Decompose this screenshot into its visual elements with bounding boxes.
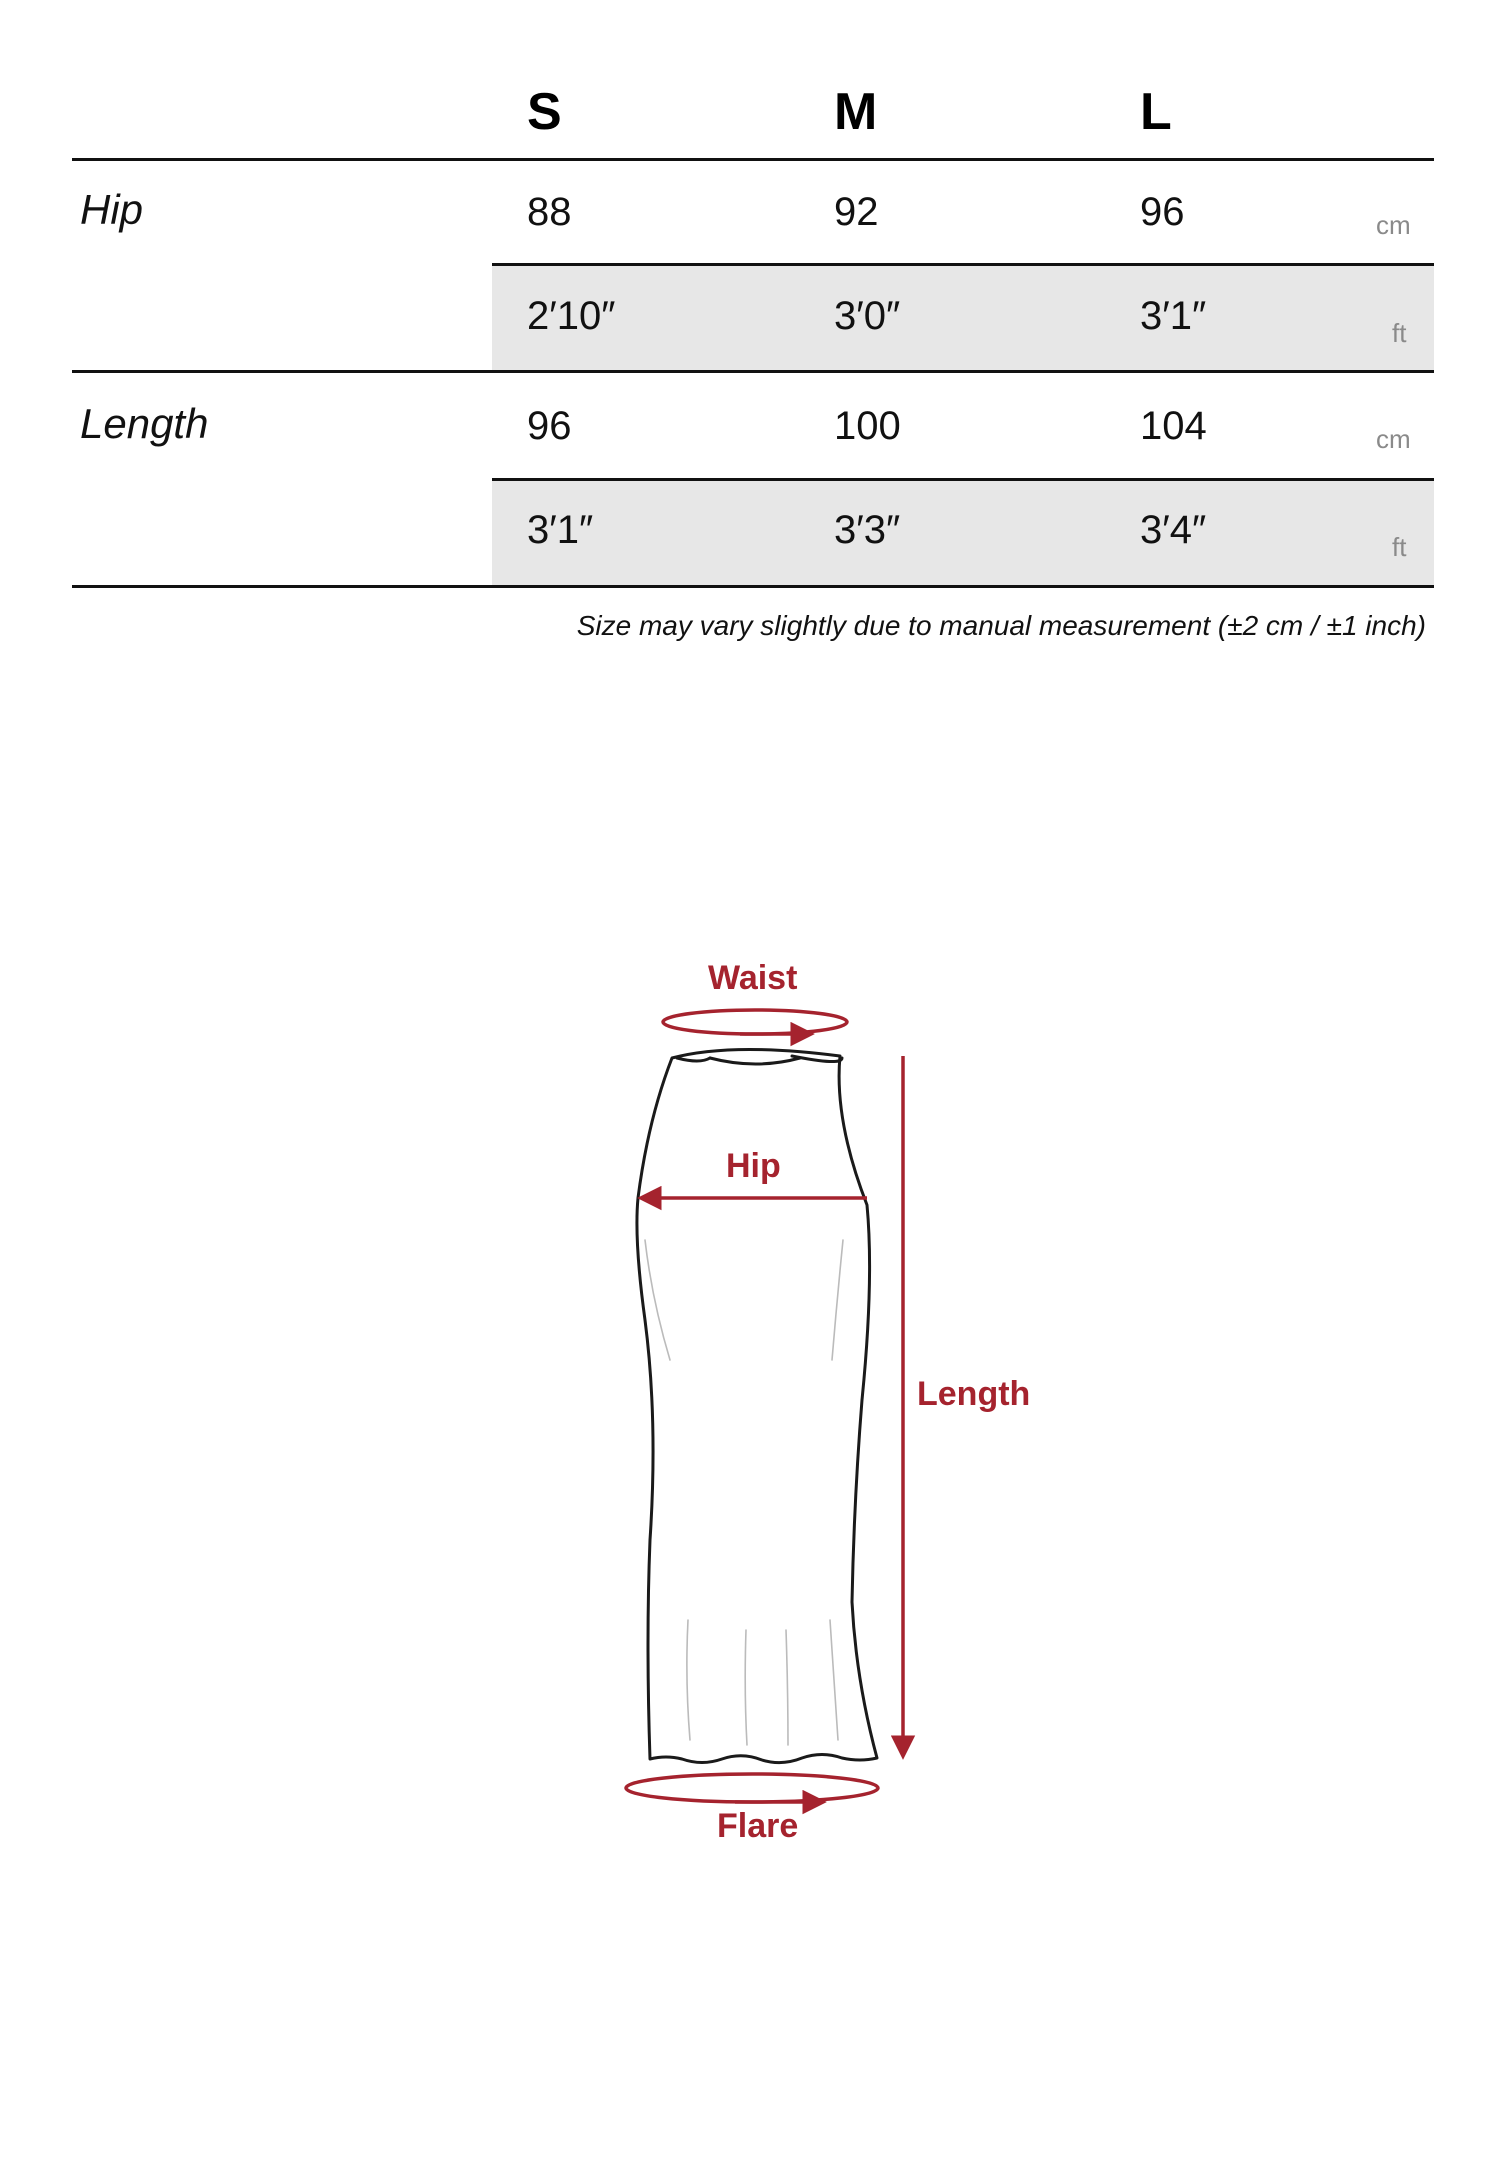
length-ft-m: 3′3″	[834, 508, 901, 552]
length-ft-unit: ft	[1392, 532, 1407, 562]
size-header-s: S	[527, 83, 562, 141]
size-header-m: M	[834, 83, 878, 141]
skirt-measurement-diagram	[560, 940, 1080, 1880]
hip-label: Hip	[726, 1147, 781, 1185]
row-label-length: Length	[80, 400, 209, 447]
measurement-note: Size may vary slightly due to manual measurement (±2 cm / ±1 inch)	[576, 610, 1426, 641]
hip-ft-l: 3′1″	[1140, 294, 1207, 338]
size-header-l: L	[1140, 83, 1172, 141]
flare-label: Flare	[717, 1807, 799, 1845]
length-label: Length	[917, 1375, 1031, 1413]
length-cm-l: 104	[1140, 404, 1207, 448]
hip-ft-s: 2′10″	[527, 294, 616, 338]
length-ft-band	[492, 481, 1434, 585]
length-ft-l: 3′4″	[1140, 508, 1207, 552]
hip-cm-l: 96	[1140, 190, 1185, 234]
row-label-hip: Hip	[80, 186, 144, 233]
hip-ft-m: 3′0″	[834, 294, 901, 338]
hip-ft-unit: ft	[1392, 318, 1407, 348]
row-divider	[72, 370, 1434, 373]
waist-arrow-icon	[663, 1010, 847, 1034]
length-ft-s: 3′1″	[527, 508, 594, 552]
fabric-fold-lines	[645, 1240, 843, 1745]
flare-arrow-icon	[626, 1774, 878, 1802]
hip-ft-band	[492, 266, 1434, 370]
hip-cm-s: 88	[527, 190, 572, 234]
length-cm-s: 96	[527, 404, 572, 448]
header-divider	[72, 158, 1434, 161]
hip-cm-m: 92	[834, 190, 879, 234]
size-chart-table	[72, 80, 1434, 640]
length-cm-unit: cm	[1376, 424, 1411, 454]
hip-cm-unit: cm	[1376, 210, 1411, 240]
waist-label: Waist	[708, 959, 798, 997]
table-bottom-divider	[72, 585, 1434, 588]
length-cm-m: 100	[834, 404, 901, 448]
